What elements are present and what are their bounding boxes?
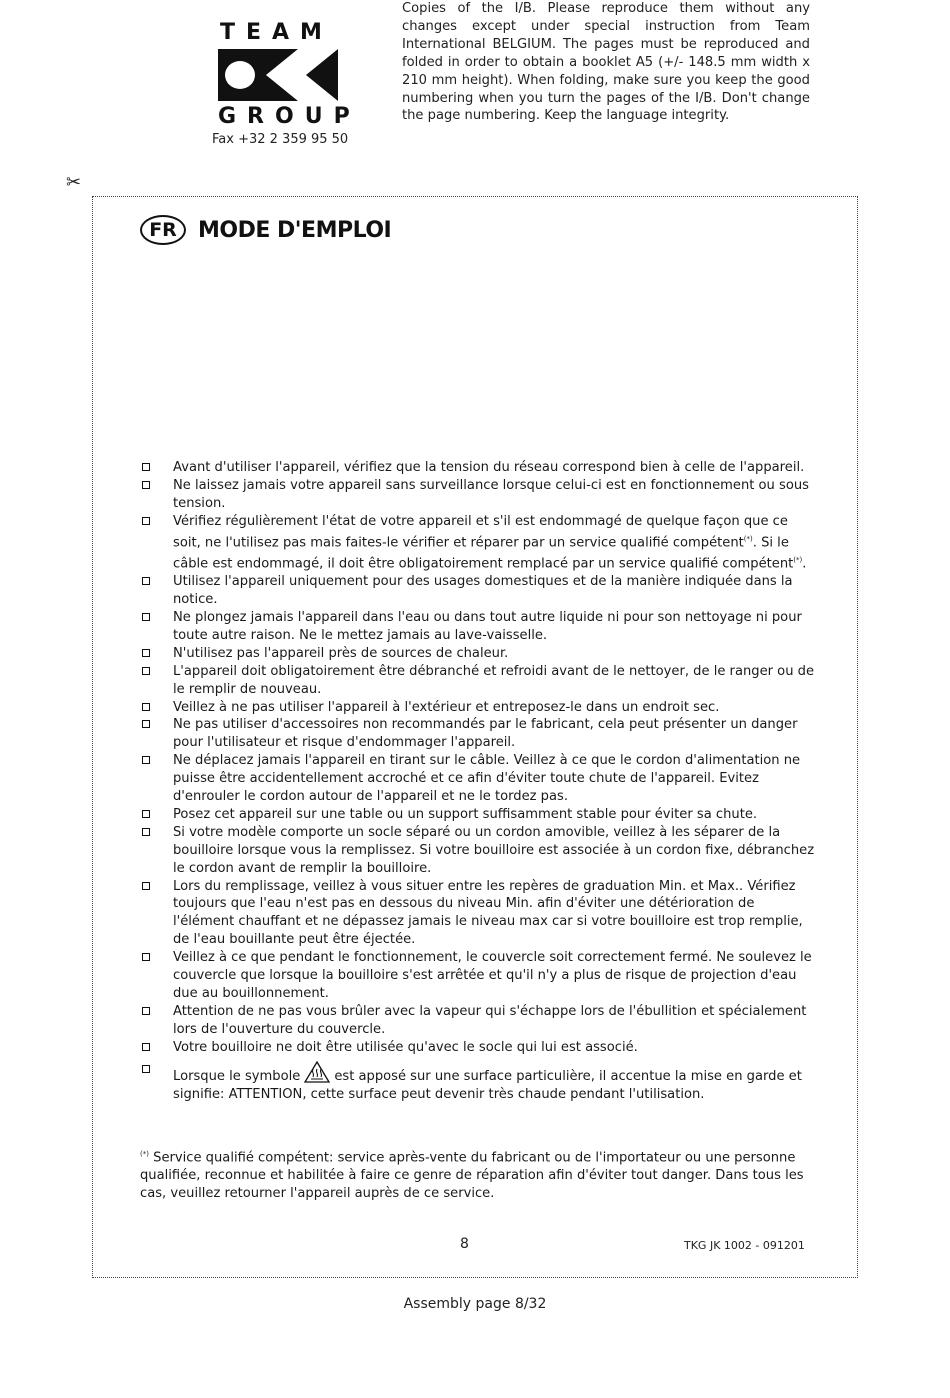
checkbox-bullet-icon (142, 463, 150, 471)
instruction-item (140, 1003, 818, 1039)
hot-surface-warning-icon (304, 1061, 330, 1083)
footnote-marker: (*) (140, 1150, 149, 1158)
checkbox-bullet-icon (142, 703, 150, 711)
footnote-text: Service qualifié compétent: service après-vente du fabricant ou de l'importateur ou une personne qualifiée, reconnue et habilitée à faire ce genre de réparation afin d'éviter tout danger. Dans tous les cas, veuillez retourner l'appareil auprès de ce service. (140, 1150, 804, 1202)
instruction-text: Posez cet appareil sur une table ou un support suffisamment stable pour éviter sa chute. (173, 806, 758, 822)
team-group-logo (218, 20, 361, 129)
instruction-text: Ne déplacez jamais l'appareil en tirant sur le câble. Veillez à ce que le cordon d'alimentation ne puisse être accidentellement accroché et ce afin d'éviter toute chute de l'appareil. Evitez d'enrouler le cordon autour de l'appareil et ne le tordez pas. (173, 753, 801, 805)
instruction-text: N'utilisez pas l'appareil près de sources de chaleur. (173, 645, 509, 661)
instruction-text: L'appareil doit obligatoirement être débranché et refroidi avant de le nettoyer, de le ranger ou de le remplir de nouveau. (173, 663, 815, 697)
checkbox-bullet-icon (142, 720, 150, 728)
fax-number: Fax +32 2 359 95 50 (212, 132, 349, 147)
checkbox-bullet-icon (142, 756, 150, 764)
checkbox-bullet-icon (142, 1065, 150, 1073)
instruction-item (140, 752, 818, 806)
instruction-text: Avant d'utiliser l'appareil, vérifiez que la tension du réseau correspond bien à celle de l'appareil. (173, 460, 805, 475)
instruction-text: . (802, 556, 807, 572)
instruction-text: . Si le câble est endommagé, il doit être obligatoirement remplacé par un service qualifié compétent (173, 534, 794, 572)
instruction-item (140, 459, 818, 477)
footnote (140, 1146, 830, 1203)
instruction-item (140, 716, 818, 752)
checkbox-bullet-icon (142, 649, 150, 657)
instruction-item (140, 645, 818, 663)
page-title: MODE D'EMPLOI (198, 217, 392, 243)
instruction-text: Utilisez l'appareil uniquement pour des usages domestiques et de la manière indiquée dans la notice. (173, 574, 793, 608)
instruction-item-hot-surface (140, 1061, 818, 1104)
instruction-text: Veillez à ne pas utiliser l'appareil à l'extérieur et entreposez-le dans un endroit sec. (173, 699, 720, 715)
scissors-icon: ✂ (66, 172, 82, 193)
checkbox-bullet-icon (142, 1043, 150, 1051)
instruction-text: Ne plongez jamais l'appareil dans l'eau ou dans tout autre liquide ni pour son nettoyage ni pour toute autre raison. Ne le mettez jamais au lave-vaisselle. (173, 609, 802, 643)
instruction-text: Lorsque le symbole (173, 1068, 301, 1084)
instruction-item (140, 513, 818, 573)
language-badge: FR (140, 215, 186, 245)
copies-notice: Copies of the I/B. Please reproduce them without any changes except under special instruction from Team International BELGIUM. The pages must be reproduced and folded in order to obtain a booklet A5 (+/- 148.5 mm width x 210 mm height). When folding, make sure you keep the good numbering when you turn the pages of the I/B. Don't change the page numbering. Keep the language integrity. (402, 1, 810, 124)
instruction-text: Ne pas utiliser d'accessoires non recommandés par le fabricant, cela peut présenter un danger pour l'utilisateur et risque d'endommager l'appareil. (173, 717, 798, 751)
footnote-ref: (*) (793, 555, 803, 564)
logo-ok-mark-icon (218, 49, 338, 101)
instruction-item (140, 573, 818, 609)
logo-word-team: TEAM (220, 20, 333, 45)
checkbox-bullet-icon (142, 882, 150, 890)
checkbox-bullet-icon (142, 828, 150, 836)
logo-word-group: GROUP (218, 104, 361, 129)
instruction-text: Veillez à ce que pendant le fonctionnement, le couvercle soit correctement fermé. Ne soulevez le couvercle que lorsque la bouilloire s'est arrêtée et qu'il n'y a plus de risque de projection d'eau due au bouillonnement. (173, 950, 812, 1001)
safety-instructions-list (140, 459, 818, 1103)
instruction-text: Attention de ne pas vous brûler avec la vapeur qui s'échappe lors de l'ébullition et spécialement lors de l'ouverture du couvercle. (173, 1003, 807, 1037)
assembly-page-label: Assembly page 8/32 (403, 1296, 547, 1312)
instruction-text: Lors du remplissage, veillez à vous situer entre les repères de graduation Min. et Max.. Vérifiez toujours que l'eau n'est pas en dessous du niveau Min. afin d'éviter une détérioration de l'élément chauffant et ne dépassez jamais le niveau max car si votre bouilloire est trop remplie, de l'eau bouillante peut être éjectée. (173, 878, 803, 948)
section-title (140, 213, 391, 247)
checkbox-bullet-icon (142, 577, 150, 585)
page-number: 8 (460, 1236, 469, 1252)
instruction-text: Votre bouilloire ne doit être utilisée qu'avec le socle qui lui est associé. (173, 1039, 638, 1055)
checkbox-bullet-icon (142, 481, 150, 489)
instruction-text: Ne laissez jamais votre appareil sans surveillance lorsque celui-ci est en fonctionnement ou sous tension. (173, 477, 809, 511)
checkbox-bullet-icon (142, 810, 150, 818)
checkbox-bullet-icon (142, 613, 150, 621)
instruction-item (140, 1039, 818, 1057)
checkbox-bullet-icon (142, 953, 150, 961)
instruction-item (140, 609, 818, 645)
instruction-item (140, 824, 818, 878)
checkbox-bullet-icon (142, 1007, 150, 1015)
checkbox-bullet-icon (142, 517, 150, 525)
instruction-item (140, 663, 818, 699)
footnote-ref: (*) (743, 534, 753, 543)
instruction-text: Si votre modèle comporte un socle séparé ou un cordon amovible, veillez à les séparer de la bouilloire lorsque vous la remplissez. Si votre bouilloire est associée à un cordon fixe, débranchez le cordon avant de remplir la bouilloire. (173, 824, 815, 876)
instruction-item (140, 949, 818, 1003)
instruction-item (140, 477, 818, 513)
instruction-item (140, 806, 818, 824)
instruction-item (140, 878, 818, 950)
instruction-text: est apposé sur une surface particulière, il accentue la mise en garde et signifie: ATTENTION, cette surface peut devenir très chaude pendant l'utilisation. (173, 1068, 802, 1102)
instruction-item (140, 699, 818, 717)
document-reference: TKG JK 1002 - 091201 (684, 1239, 805, 1252)
instruction-text: Vérifiez régulièrement l'état de votre appareil et s'il est endommagé de quelque façon que ce soit, ne l'utilisez pas mais faites-le vérifier et réparer par un service qualifié compétent (173, 513, 788, 550)
checkbox-bullet-icon (142, 667, 150, 675)
